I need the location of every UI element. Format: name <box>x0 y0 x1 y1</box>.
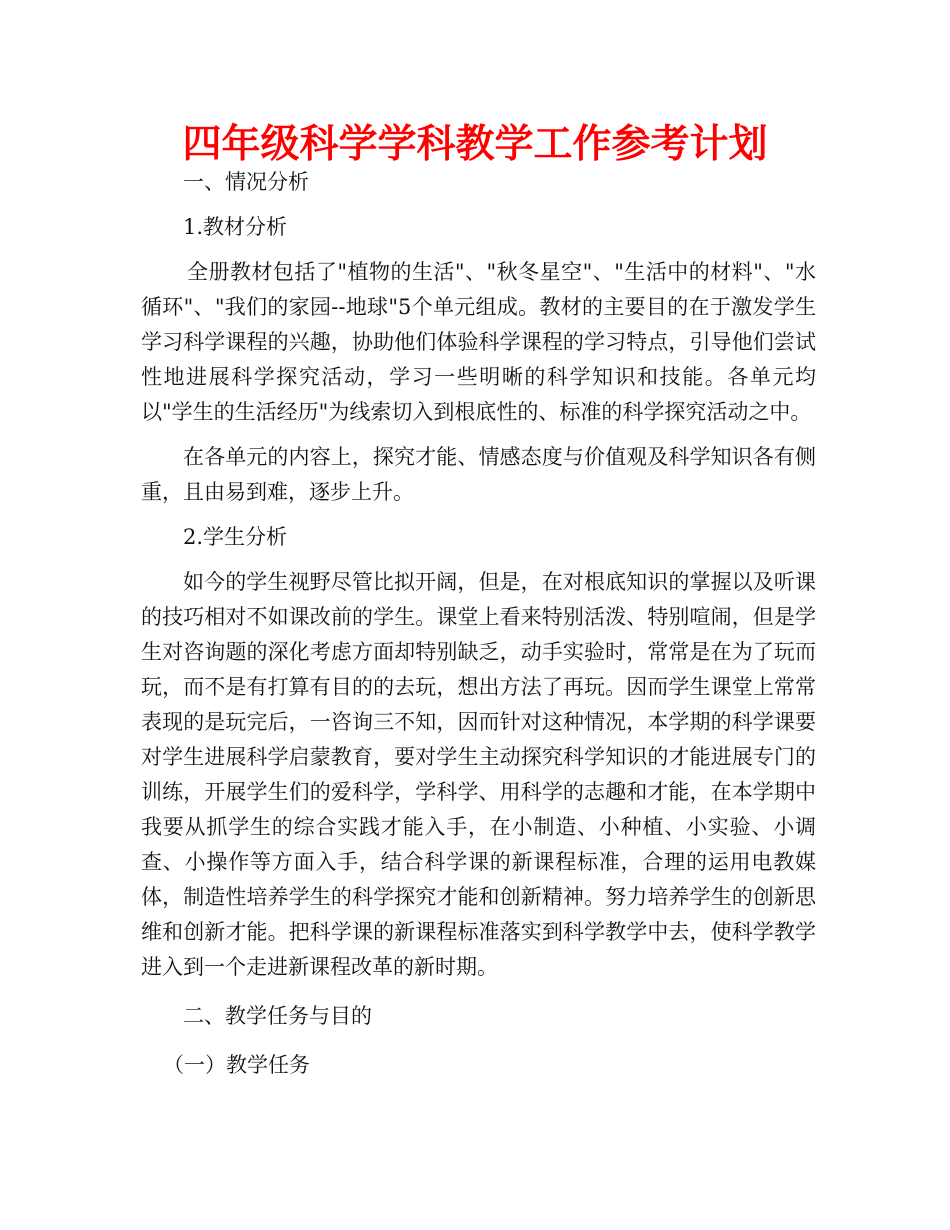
paragraph-textbook-overview: 全册教材包括了"植物的生活"、"秋冬星空"、"生活中的材料"、"水循环"、"我们的家园--地球"5个单元组成。教材的主要目的在于激发学生学习科学课程的兴趣，协助他们体验科学课程的学习特点，引导他们尝试性地进展科学探究活动，学习一些明晰的科学知识和技能。各单元均以"学生的生活经历"为线索切入到根底性的、标准的科学探究活动之中。 <box>141 260 816 424</box>
document-body <box>141 165 816 1083</box>
subheading-teaching-tasks: （一）教学任务 <box>163 1053 310 1077</box>
section-heading-situation-analysis: 一、情况分析 <box>183 170 309 194</box>
paragraph-unit-content: 在各单元的内容上，探究才能、情感态度与价值观及科学知识各有侧重，且由易到难，逐步上升。 <box>141 445 816 504</box>
document-title: 四年级科学学科教学工作参考计划 <box>182 122 768 167</box>
subheading-student-analysis: 2.学生分析 <box>183 525 288 549</box>
paragraph-student-analysis: 如今的学生视野尽管比拟开阔，但是，在对根底知识的掌握以及听课的技巧相对不如课改前的学生。课堂上看来特别活泼、特别喧闹，但是学生对咨询题的深化考虑方面却特别缺乏，动手实验时，常常是在为了玩而玩，而不是有打算有目的的去玩，想出方法了再玩。因而学生课堂上常常表现的是玩完后，一咨询三不知，因而针对这种情况，本学期的科学课要对学生进展科学启蒙教育，要对学生主动探究科学知识的才能进展专门的训练，开展学生们的爱科学，学科学、用科学的志趣和才能，在本学期中我要从抓学生的综合实践才能入手，在小制造、小种植、小实验、小调查、小操作等方面入手，结合科学课的新课程标准，合理的运用电教媒体，制造性培养学生的科学探究才能和创新精神。努力培养学生的创新思维和创新才能。把科学课的新课程标准落实到科学教学中去，使科学教学进入到一个走进新课程改革的新时期。 <box>141 570 816 979</box>
section-heading-teaching-tasks-goals: 二、教学任务与目的 <box>183 1004 372 1028</box>
subheading-textbook-analysis: 1.教材分析 <box>183 215 288 239</box>
